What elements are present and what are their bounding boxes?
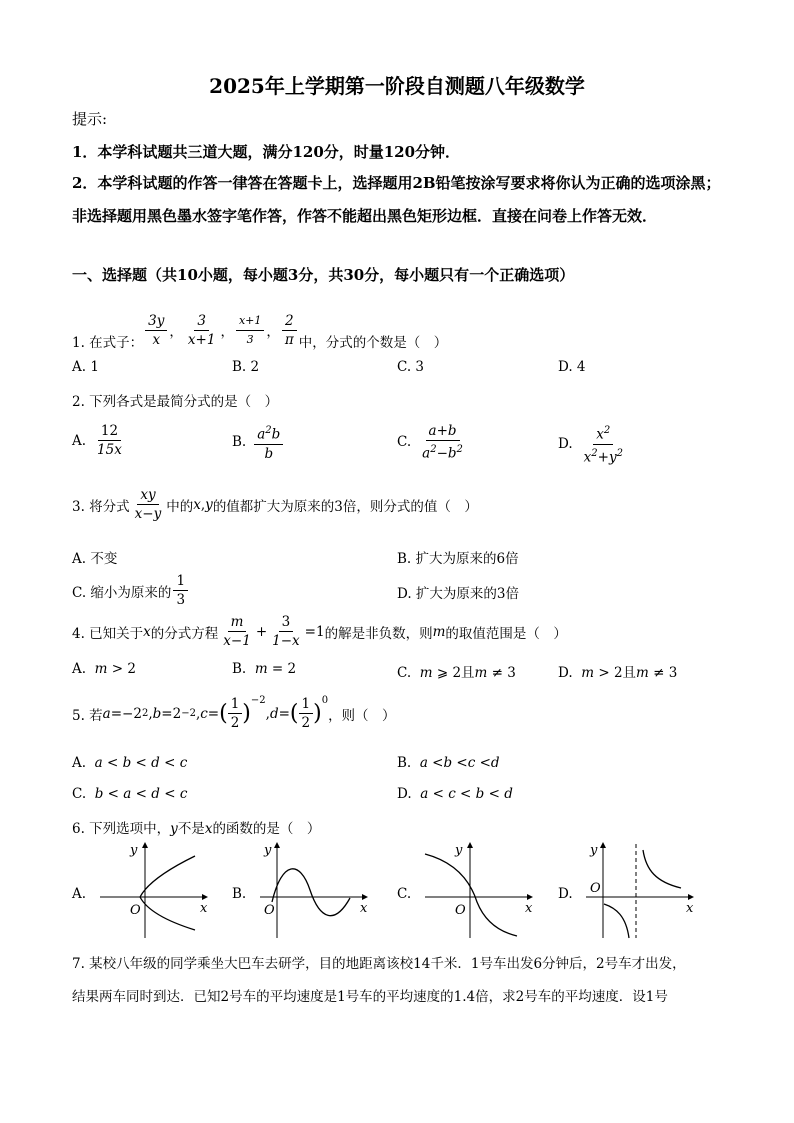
svg-text:O: O (264, 903, 275, 918)
question-5: 5. 若 a =−2 2 , b =2 −2 , c = ( $\frac{1}{2}$ ) $^{-2}$ , d = ( $\frac{1}{2}$ ) $^0$ ，则（ ） (72, 695, 396, 731)
svg-text:y: y (590, 843, 598, 858)
q1-expr-1: $\frac{3y}{x}$ (145, 312, 167, 349)
q1-expr-2: $\frac{3}{x+1}$ (187, 312, 216, 348)
svg-text:y: y (130, 843, 138, 858)
q1-option-d: D. 4 (558, 359, 586, 375)
hint-1: 1．本学科试题共三道大题，满分120分，时量120分钟． (72, 143, 461, 161)
q6-graph-c (415, 840, 535, 940)
svg-text:O: O (130, 903, 141, 918)
q3-option-c: C. 缩小为原来的 $\frac{1}{3}$ (72, 572, 190, 609)
q6-graph-d (576, 840, 696, 940)
q2-option-b: B. $\frac{a^2b}{b}$ (232, 422, 285, 463)
q2-option-c: C. $\frac{a+b}{a^2-b^2}$ (397, 423, 463, 462)
q5-option-a: A. a < b < d < c (72, 755, 188, 771)
q7-line-1: 7. 某校八年级的同学乘坐大巴车去研学，目的地距离该校14千米．1号车出发6分钟后，2号车才出发， (72, 956, 686, 972)
q4-option-a: A. m > 2 (72, 661, 136, 677)
q6-graph-a (90, 840, 210, 940)
q7-line-2: 结果两车同时到达．已知2号车的平均速度是1号车的平均速度的1.4倍，求2号车的平均速度．设1号 (72, 989, 668, 1005)
section-1-heading: 一、选择题（共10小题，每小题3分，共30分，每小题只有一个正确选项） (72, 266, 575, 284)
q1-suffix: 中，分式的个数是（ ） (298, 335, 448, 351)
q1-option-c: C. 3 (397, 359, 425, 375)
question-1: 1. 在式子： $\frac{3y}{x}$ ， $\frac{3}{x+1}$ ， $\frac{x+1}{3}$ ， $\frac{2}{\pi}$ 中，分式的个数是（ ） (72, 312, 448, 351)
svg-text:y: y (264, 843, 272, 858)
svg-text:O: O (455, 903, 466, 918)
svg-text:x: x (200, 901, 208, 916)
question-4: 4. 已知关于 x 的分式方程 $\frac{m}{x-1}$ + $\frac{3}{1-x}$ =1 的解是非负数，则 m 的取值范围是（ ） (72, 614, 567, 649)
question-3: 3. 将分式 $\frac{xy}{x-y}$ 中的 x , y 的值都扩大为原来的3倍，则分式的值（ ） (72, 487, 478, 522)
q4-option-c: C. m ⩾ 2且m ≠ 3 (397, 665, 516, 681)
svg-text:x: x (360, 901, 368, 916)
hint-2: 2．本学科试题的作答一律答在答题卡上，选择题用2B铅笔按涂写要求将你认为正确的选项涂黑；非选择题用黑色墨水签字笔作答，作答不能超出黑色矩形边框．直接在问卷上作答无效． (72, 174, 721, 225)
q1-expr-3: $\frac{x+1}{3}$ (236, 312, 264, 349)
svg-text:y: y (455, 843, 463, 858)
svg-text:O: O (590, 881, 601, 896)
q4-option-b: B. m = 2 (232, 661, 297, 677)
svg-text:x: x (686, 901, 694, 916)
q6-label-b: B. (232, 886, 247, 902)
q6-label-d: D. (558, 886, 573, 902)
q6-label-c: C. (397, 886, 412, 902)
svg-text:x: x (525, 901, 533, 916)
q1-option-a: A. 1 (72, 359, 99, 375)
q4-option-d: D. m > 2且m ≠ 3 (558, 665, 678, 681)
q6-graph-b (250, 840, 370, 940)
question-6: 6. 下列选项中，y不是x的函数的是（ ） (72, 821, 321, 837)
q2-stem: 2. 下列各式是最简分式的是（ ） (72, 394, 279, 410)
q3-option-d: D. 扩大为原来的3倍 (397, 586, 520, 602)
q5-option-c: C. b < a < d < c (72, 786, 188, 802)
q2-option-a: A. $\frac{12}{15x}$ (72, 423, 122, 458)
q5-option-b: B. a <b <c <d (397, 755, 500, 771)
hint-label: 提示: (72, 110, 108, 128)
q1-prefix: 1. 在式子： (72, 335, 144, 351)
q2-option-d: D. $\frac{x^2}{x^2+y^2}$ (558, 422, 628, 466)
q1-expr-4: $\frac{2}{\pi}$ (282, 312, 297, 349)
q6-label-a: A. (72, 886, 87, 902)
page-title: 2025年上学期第一阶段自测题八年级数学 (209, 74, 585, 98)
q3-option-b: B. 扩大为原来的6倍 (397, 551, 519, 567)
q5-option-d: D. a < c < b < d (397, 786, 513, 802)
q3-option-a: A. 不变 (72, 551, 118, 567)
q1-option-b: B. 2 (232, 359, 260, 375)
